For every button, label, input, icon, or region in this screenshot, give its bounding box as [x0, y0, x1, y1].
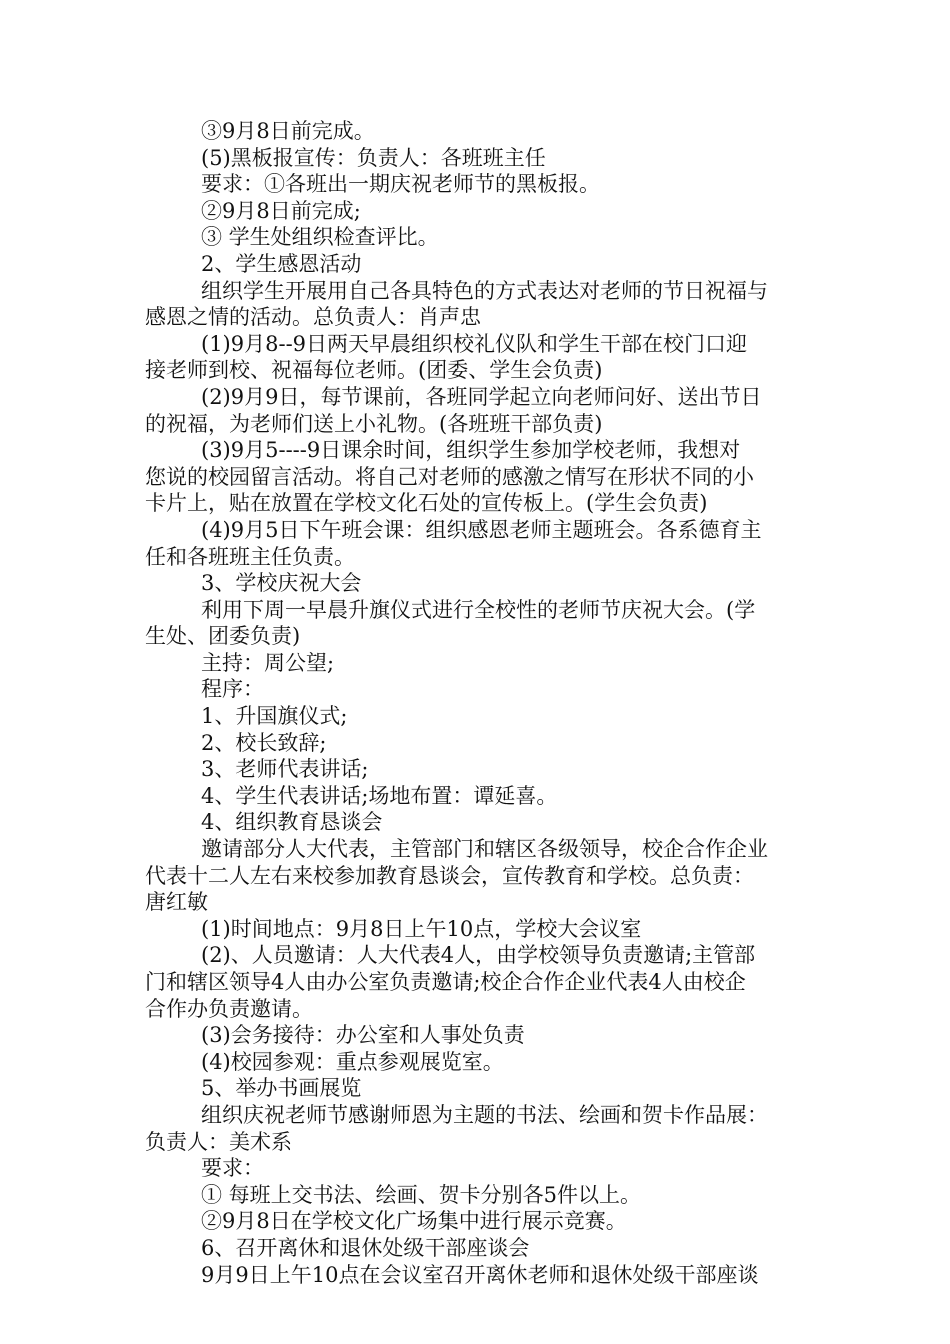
- text-line: 2、校长致辞;: [201, 730, 327, 755]
- text-line: (2)9月9日，每节课前，各班同学起立向老师问好、送出节日: [201, 384, 762, 409]
- text-line: (3)会务接待：办公室和人事处负责: [201, 1023, 525, 1048]
- text-line: 1、升国旗仪式;: [201, 704, 348, 729]
- text-line: 任和各班班主任负责。: [145, 544, 355, 569]
- text-line: 代表十二人左右来校参加教育恳谈会，宣传教育和学校。总负责：: [145, 863, 754, 888]
- text-line: 5、举办书画展览: [201, 1076, 362, 1101]
- text-line: 您说的校园留言活动。将自己对老师的感激之情写在形状不同的小: [145, 464, 754, 489]
- text-line: (3)9月5----9日课余时间，组织学生参加学校老师，我想对: [201, 438, 741, 463]
- text-line: 4、组织教育恳谈会: [201, 810, 383, 835]
- text-line: (2)、人员邀请：人大代表4人，由学校领导负责邀请;主管部: [201, 943, 756, 968]
- text-line: (5)黑板报宣传：负责人：各班班主任: [201, 145, 546, 170]
- text-line: 利用下周一早晨升旗仪式进行全校性的老师节庆祝大会。(学: [201, 597, 756, 622]
- text-line: (4)9月5日下午班会课：组织感恩老师主题班会。各系德育主: [201, 517, 762, 542]
- text-line: 6、召开离休和退休处级干部座谈会: [201, 1235, 530, 1260]
- text-line: 合作办负责邀请。: [145, 996, 313, 1021]
- text-line: 的祝福，为老师们送上小礼物。(各班班干部负责): [145, 411, 603, 436]
- text-line: 生处、团委负责): [145, 624, 301, 649]
- text-line: ③ 学生处组织检查评比。: [201, 225, 439, 250]
- text-line: 接老师到校、祝福每位老师。(团委、学生会负责): [145, 358, 603, 383]
- text-line: 程序：: [201, 677, 264, 702]
- text-line: 组织庆祝老师节感谢师恩为主题的书法、绘画和贺卡作品展：: [201, 1102, 768, 1127]
- text-line: 2、学生感恩活动: [201, 251, 362, 276]
- text-line: ① 每班上交书法、绘画、贺卡分别各5件以上。: [201, 1182, 642, 1207]
- document-body: [145, 118, 810, 1288]
- text-line: 邀请部分人大代表，主管部门和辖区各级领导，校企合作企业: [201, 837, 768, 862]
- text-line: 4、学生代表讲话;场地布置：谭延喜。: [201, 783, 558, 808]
- text-line: 卡片上，贴在放置在学校文化石处的宣传板上。(学生会负责): [145, 491, 708, 516]
- text-line: 3、学校庆祝大会: [201, 571, 362, 596]
- text-line: (1)时间地点：9月8日上午10点，学校大会议室: [201, 916, 642, 941]
- text-line: 门和辖区领导4人由办公室负责邀请;校企合作企业代表4人由校企: [145, 970, 746, 994]
- text-line: 感恩之情的活动。总负责人：肖声忠: [145, 305, 481, 330]
- text-line: 9月9日上午10点在会议室召开离休老师和退休处级干部座谈: [201, 1262, 759, 1287]
- text-line: (1)9月8--9日两天早晨组织校礼仪队和学生干部在校门口迎: [201, 331, 748, 356]
- text-line: ②9月8日在学校文化广场集中进行展示竞赛。: [201, 1209, 627, 1234]
- text-line: ②9月8日前完成;: [201, 198, 361, 223]
- text-line: 要求：①各班出一期庆祝老师节的黑板报。: [201, 172, 600, 197]
- text-line: 组织学生开展用自己各具特色的方式表达对老师的节日祝福与: [201, 278, 768, 303]
- text-line: 3、老师代表讲话;: [201, 757, 369, 782]
- text-line: 主持：周公望;: [201, 650, 335, 675]
- text-line: 唐红敏: [145, 890, 208, 915]
- text-line: 要求：: [201, 1156, 264, 1181]
- text-line: 负责人：美术系: [145, 1129, 292, 1154]
- text-line: (4)校园参观：重点参观展览室。: [201, 1049, 504, 1074]
- text-line: ③9月8日前完成。: [201, 119, 375, 143]
